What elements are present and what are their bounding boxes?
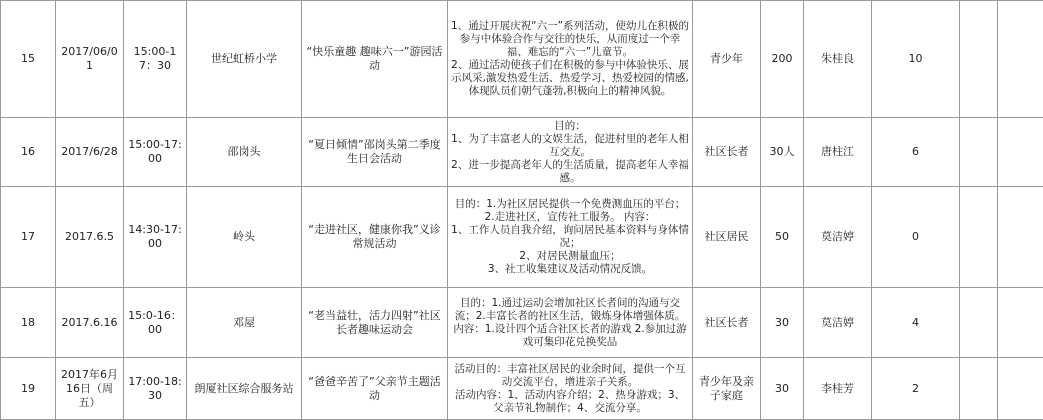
- activity-content-cell: 1、通过开展庆祝“六一”系列活动，使幼儿在积极的参与中体验合作与交往的快乐，从而度过一个幸福、难忘的“六一”儿童节。 2、通过活动使孩子们在积极的参与中体验快乐、展示风采,激发热爱生活、热爱学习、热爱校园的情感,体现队员们朝气蓬勃,积极向上的精神风貌。: [448, 1, 693, 118]
- time-cell: 15:00-17:00: [124, 118, 187, 187]
- target-group-cell: 社区长者: [693, 118, 761, 187]
- empty-cell: [960, 1, 998, 118]
- table-row: [1, 118, 1043, 187]
- row-number: 15: [1, 1, 56, 118]
- row-number: 16: [1, 118, 56, 187]
- activity-name-cell: “爸爸辛苦了”父亲节主题活动: [302, 358, 448, 420]
- table-row: [1, 358, 1043, 420]
- activity-content-cell: 目的： 1、为了丰富老人的文娱生活，促进村里的老年人相互交友。 2、进一步提高老年人的生活质量，提高老年人幸福感。: [448, 118, 693, 187]
- count-cell: 4: [872, 288, 960, 358]
- date-cell: 2017.6.5: [56, 187, 124, 288]
- venue-cell: 邵岗头: [187, 118, 302, 187]
- participants-cell: 30人: [761, 118, 804, 187]
- activity-content-cell: 目的：1.通过运动会增加社区长者间的沟通与交流；2.丰富长者的社区生活，锻炼身体增强体质。 内容：1.设计四个适合社区长者的游戏 2.参加过游戏可集印花兑换奖品: [448, 288, 693, 358]
- target-group-cell: 青少年及亲子家庭: [693, 358, 761, 420]
- activity-name-cell: “夏日倾情”邵岗头第二季度生日会活动: [302, 118, 448, 187]
- row-number: 18: [1, 288, 56, 358]
- table-row: [1, 288, 1043, 358]
- time-cell: 15:0-16：00: [124, 288, 187, 358]
- venue-cell: 岭头: [187, 187, 302, 288]
- time-cell: 14:30-17:00: [124, 187, 187, 288]
- activity-name-cell: “走进社区，健康你我”义诊常规活动: [302, 187, 448, 288]
- count-cell: 2: [872, 358, 960, 420]
- empty-cell: [998, 358, 1043, 420]
- empty-cell: [998, 187, 1043, 288]
- date-cell: 2017年6月16日（周五）: [56, 358, 124, 420]
- staff-cell: 朱桂良: [804, 1, 872, 118]
- participants-cell: 50: [761, 187, 804, 288]
- empty-cell: [998, 1, 1043, 118]
- target-group-cell: 社区长者: [693, 288, 761, 358]
- activity-name-cell: “快乐童趣 趣味六一”游园活动: [302, 1, 448, 118]
- date-cell: 2017/06/01: [56, 1, 124, 118]
- time-cell: 17:00-18:30: [124, 358, 187, 420]
- venue-cell: 邓屋: [187, 288, 302, 358]
- venue-cell: 朗厦社区综合服务站: [187, 358, 302, 420]
- date-cell: 2017/6/28: [56, 118, 124, 187]
- target-group-cell: 青少年: [693, 1, 761, 118]
- venue-cell: 世纪虹桥小学: [187, 1, 302, 118]
- empty-cell: [998, 118, 1043, 187]
- activity-name-cell: “老当益壮，活力四射”社区长者趣味运动会: [302, 288, 448, 358]
- activity-content-cell: 目的：1.为社区居民提供一个免费测血压的平台； 2.走进社区，宣传社工服务。 内容： 1、工作人员自我介绍，询问居民基本资料与身体情况； 2、对居民测量血压； 3、社工收集建议及活动情况反馈。: [448, 187, 693, 288]
- empty-cell: [960, 288, 998, 358]
- count-cell: 6: [872, 118, 960, 187]
- row-number: 17: [1, 187, 56, 288]
- participants-cell: 30: [761, 358, 804, 420]
- empty-cell: [998, 288, 1043, 358]
- staff-cell: 李桂芳: [804, 358, 872, 420]
- time-cell: 15:00-17：30: [124, 1, 187, 118]
- empty-cell: [960, 358, 998, 420]
- count-cell: 10: [872, 1, 960, 118]
- empty-cell: [960, 187, 998, 288]
- target-group-cell: 社区居民: [693, 187, 761, 288]
- staff-cell: 莫洁婷: [804, 288, 872, 358]
- table-row: [1, 187, 1043, 288]
- empty-cell: [960, 118, 998, 187]
- participants-cell: 200: [761, 1, 804, 118]
- count-cell: 0: [872, 187, 960, 288]
- staff-cell: 莫洁婷: [804, 187, 872, 288]
- date-cell: 2017.6.16: [56, 288, 124, 358]
- participants-cell: 30: [761, 288, 804, 358]
- activity-content-cell: 活动目的：丰富社区居民的业余时间，提供一个互动交流平台，增进亲子关系。 活动内容：1、活动内容介绍；2、热身游戏；3、父亲节礼物制作；4、交流分享。: [448, 358, 693, 420]
- staff-cell: 唐柱江: [804, 118, 872, 187]
- row-number: 19: [1, 358, 56, 420]
- table-row: [1, 1, 1043, 118]
